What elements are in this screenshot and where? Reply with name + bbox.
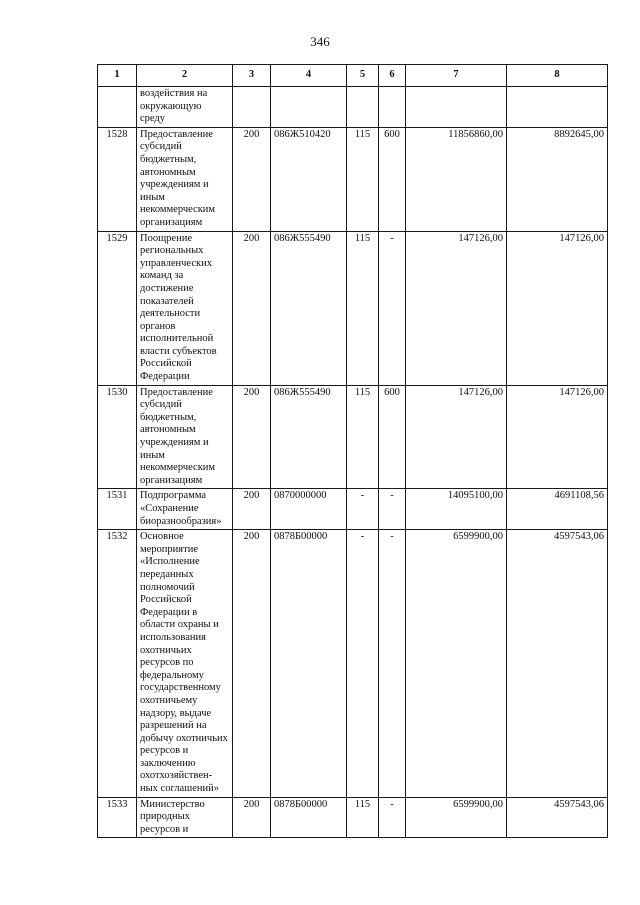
row-name: Предоставление субсидий бюджетным, автономным учреждениям и иным некоммерческим организациям [137,385,233,489]
row-code-6: - [379,489,406,530]
row-number: 1530 [98,385,137,489]
row-value-8: 8892645,00 [507,127,608,231]
row-value-8: 147126,00 [507,231,608,385]
row-code-4: 0878Б00000 [271,530,347,797]
row-value-8 [507,87,608,128]
row-code-4: 086Ж510420 [271,127,347,231]
row-value-8: 4597543,06 [507,530,608,797]
header-cell: 4 [271,65,347,87]
row-code-4: 0870000000 [271,489,347,530]
table-row [98,530,608,797]
header-cell: 5 [347,65,379,87]
table-row [98,489,608,530]
row-value-8: 4597543,06 [507,797,608,838]
row-code-3 [233,87,271,128]
row-code-5 [347,87,379,128]
header-cell: 1 [98,65,137,87]
row-code-4: 086Ж555490 [271,231,347,385]
row-code-3: 200 [233,127,271,231]
row-code-6: 600 [379,127,406,231]
row-value-7 [406,87,507,128]
row-code-3: 200 [233,797,271,838]
header-cell: 2 [137,65,233,87]
row-name: Основное мероприятие «Исполнение переданных полномочий Российской Федерации в области охраны и использования охотничьих ресурсов по федеральному государственному охотничьему надзору, выдаче разрешений на добычу охотничьих ресурсов и заключению охотхозяйствен-ных соглашений» [137,530,233,797]
row-code-3: 200 [233,385,271,489]
row-code-3: 200 [233,489,271,530]
row-code-4: 0878Б00000 [271,797,347,838]
row-name: воздействия на окружающую среду [137,87,233,128]
row-code-6: 600 [379,385,406,489]
row-name: Предоставление субсидий бюджетным, автономным учреждениям и иным некоммерческим организациям [137,127,233,231]
row-value-7: 6599900,00 [406,797,507,838]
row-value-7: 14095100,00 [406,489,507,530]
header-cell: 7 [406,65,507,87]
header-cell: 8 [507,65,608,87]
row-value-7: 147126,00 [406,385,507,489]
row-number: 1529 [98,231,137,385]
row-code-3: 200 [233,530,271,797]
row-code-5: 115 [347,231,379,385]
row-number: 1528 [98,127,137,231]
row-code-4: 086Ж555490 [271,385,347,489]
row-number: 1531 [98,489,137,530]
table-row [98,385,608,489]
row-code-4 [271,87,347,128]
row-number: 1533 [98,797,137,838]
row-code-6 [379,87,406,128]
row-code-5: 115 [347,797,379,838]
row-code-5: 115 [347,127,379,231]
header-cell: 3 [233,65,271,87]
row-name: Подпрограмма «Сохранение биоразнообразия» [137,489,233,530]
row-code-6: - [379,231,406,385]
budget-table [97,64,608,838]
row-value-7: 11856860,00 [406,127,507,231]
row-code-5: - [347,530,379,797]
row-name: Поощрение региональных управленческих команд за достижение показателей деятельности органов исполнительной власти субъектов Российской Федерации [137,231,233,385]
table-row [98,87,608,128]
table-row [98,127,608,231]
header-row [98,65,608,87]
row-value-7: 147126,00 [406,231,507,385]
row-code-6: - [379,797,406,838]
row-code-6: - [379,530,406,797]
row-value-8: 4691108,56 [507,489,608,530]
row-value-7: 6599900,00 [406,530,507,797]
table-row [98,797,608,838]
row-code-5: 115 [347,385,379,489]
row-code-3: 200 [233,231,271,385]
row-number [98,87,137,128]
row-name: Министерство природных ресурсов и [137,797,233,838]
row-number: 1532 [98,530,137,797]
row-value-8: 147126,00 [507,385,608,489]
row-code-5: - [347,489,379,530]
header-cell: 6 [379,65,406,87]
page-number: 346 [310,34,330,49]
table-row [98,231,608,385]
